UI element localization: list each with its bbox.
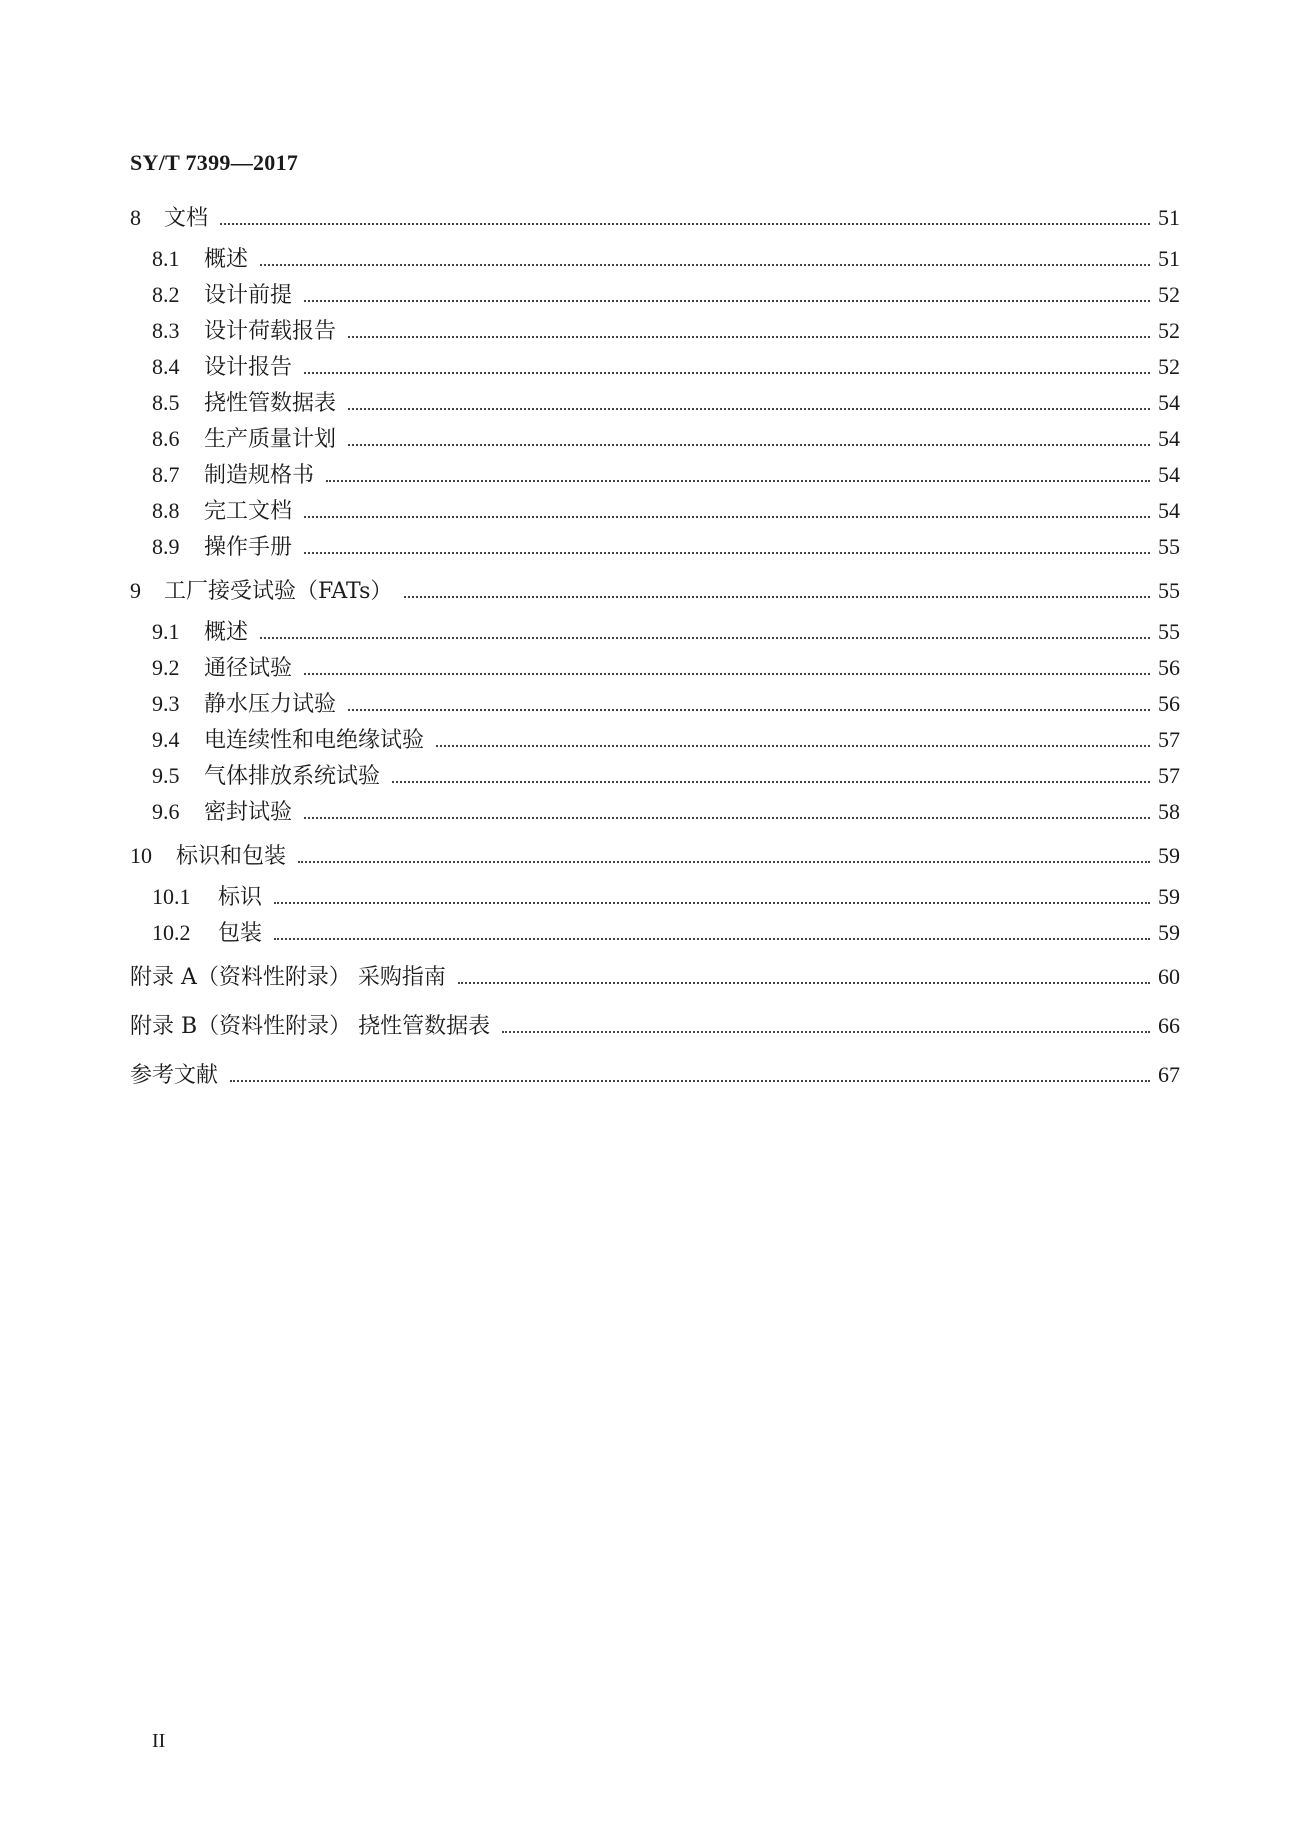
toc-entry-number: 8.3: [152, 318, 180, 343]
toc-leader-dots: [392, 780, 1150, 783]
toc-entry[interactable]: [130, 246, 1180, 282]
toc-entry-number: 8.9: [152, 534, 180, 559]
toc-entry-title: 设计荷载报告: [204, 319, 337, 344]
toc-entry-number: 9.2: [152, 655, 180, 680]
toc-entry-number: 9.4: [152, 727, 180, 752]
toc-leader-dots: [304, 515, 1150, 518]
toc-entry-number: 8.5: [152, 390, 180, 415]
toc-entry-number: 8.8: [152, 498, 180, 523]
toc-entry[interactable]: [130, 619, 1180, 655]
table-of-contents: [130, 205, 1180, 1111]
toc-entry-number: 9: [130, 578, 141, 603]
toc-entry-page: 67: [1158, 1062, 1180, 1087]
toc-entry-number: 8.4: [152, 354, 180, 379]
toc-entry-title: 标识和包装: [176, 844, 287, 869]
toc-entry-title: 操作手册: [204, 535, 293, 560]
toc-entry-title: 文档: [164, 206, 209, 231]
toc-entry-title: 参考文献: [130, 1063, 219, 1088]
toc-entry-title: 电连续性和电绝缘试验: [204, 728, 425, 753]
toc-entry-number: 9.6: [152, 799, 180, 824]
toc-entry[interactable]: [130, 318, 1180, 354]
toc-entry-number: 8.7: [152, 462, 180, 487]
toc-leader-dots: [348, 443, 1150, 446]
toc-entry-number: 8.2: [152, 282, 180, 307]
toc-entry-page: 57: [1158, 763, 1180, 788]
page-number: II: [152, 1730, 166, 1752]
toc-leader-dots: [458, 981, 1150, 984]
toc-entry-title: 工厂接受试验（FATs）: [164, 579, 393, 604]
toc-entry-page: 56: [1158, 691, 1180, 716]
toc-entry-number: 8: [130, 205, 141, 230]
toc-entry-number: 9.5: [152, 763, 180, 788]
toc-entry-title: 制造规格书: [204, 463, 315, 488]
toc-entry-page: 55: [1158, 534, 1180, 559]
toc-entry[interactable]: [130, 390, 1180, 426]
toc-entry-page: 54: [1158, 498, 1180, 523]
toc-leader-dots: [298, 860, 1150, 863]
toc-leader-dots: [274, 901, 1150, 904]
toc-entry-number: 10.1: [152, 884, 191, 909]
toc-leader-dots: [304, 551, 1150, 554]
toc-leader-dots: [348, 335, 1150, 338]
toc-entry-title: 概述: [204, 247, 249, 272]
toc-entry-title: 附录 A（资料性附录） 采购指南: [130, 965, 446, 990]
toc-entry-number: 9.1: [152, 619, 180, 644]
toc-entry-page: 55: [1158, 578, 1180, 603]
toc-entry-page: 51: [1158, 205, 1180, 230]
toc-entry-number: 9.3: [152, 691, 180, 716]
toc-entry-title: 气体排放系统试验: [204, 764, 381, 789]
toc-entry-title: 设计报告: [204, 355, 293, 380]
toc-entry-page: 56: [1158, 655, 1180, 680]
toc-entry-page: 55: [1158, 619, 1180, 644]
toc-entry-page: 52: [1158, 282, 1180, 307]
toc-entry-title: 概述: [204, 620, 249, 645]
toc-leader-dots: [260, 263, 1150, 266]
toc-entry[interactable]: [130, 498, 1180, 534]
toc-entry[interactable]: [130, 534, 1180, 578]
toc-entry-page: 54: [1158, 462, 1180, 487]
toc-entry-title: 生产质量计划: [204, 427, 337, 452]
toc-entry-page: 54: [1158, 390, 1180, 415]
toc-leader-dots: [348, 407, 1150, 410]
toc-entry-page: 57: [1158, 727, 1180, 752]
toc-leader-dots: [404, 595, 1150, 598]
toc-entry-title: 完工文档: [204, 499, 293, 524]
toc-leader-dots: [502, 1030, 1150, 1033]
toc-entry[interactable]: [130, 205, 1180, 246]
toc-entry-title: 静水压力试验: [204, 692, 337, 717]
toc-entry-page: 54: [1158, 426, 1180, 451]
toc-leader-dots: [230, 1079, 1150, 1082]
toc-entry[interactable]: [130, 884, 1180, 920]
toc-leader-dots: [436, 744, 1150, 747]
toc-entry-page: 58: [1158, 799, 1180, 824]
toc-entry[interactable]: [130, 964, 1180, 1013]
toc-entry[interactable]: [130, 426, 1180, 462]
toc-entry-title: 设计前提: [204, 283, 293, 308]
toc-entry[interactable]: [130, 655, 1180, 691]
toc-entry-title: 包装: [218, 921, 263, 946]
toc-entry-title: 附录 B（资料性附录） 挠性管数据表: [130, 1014, 491, 1039]
toc-entry-number: 8.6: [152, 426, 180, 451]
toc-entry[interactable]: [130, 1013, 1180, 1062]
toc-entry-title: 通径试验: [204, 656, 293, 681]
toc-leader-dots: [304, 299, 1150, 302]
toc-entry-number: 8.1: [152, 246, 180, 271]
toc-entry[interactable]: [130, 354, 1180, 390]
toc-entry-number: 10: [130, 843, 152, 868]
toc-entry[interactable]: [130, 843, 1180, 884]
toc-entry-page: 52: [1158, 318, 1180, 343]
toc-entry-title: 挠性管数据表: [204, 391, 337, 416]
toc-leader-dots: [348, 708, 1150, 711]
toc-leader-dots: [274, 937, 1150, 940]
toc-entry-page: 59: [1158, 884, 1180, 909]
toc-leader-dots: [304, 816, 1150, 819]
toc-entry-title: 标识: [218, 885, 263, 910]
toc-entry[interactable]: [130, 920, 1180, 964]
toc-leader-dots: [304, 672, 1150, 675]
toc-entry-page: 59: [1158, 920, 1180, 945]
toc-entry-page: 51: [1158, 246, 1180, 271]
toc-entry-number: 10.2: [152, 920, 191, 945]
toc-leader-dots: [326, 479, 1150, 482]
standard-code: SY/T 7399—2017: [130, 150, 299, 175]
toc-entry-page: 59: [1158, 843, 1180, 868]
toc-entry[interactable]: [130, 578, 1180, 619]
toc-entry[interactable]: [130, 763, 1180, 799]
toc-leader-dots: [304, 371, 1150, 374]
toc-entry-page: 52: [1158, 354, 1180, 379]
toc-entry-page: 66: [1158, 1013, 1180, 1038]
toc-entry-page: 60: [1158, 964, 1180, 989]
toc-entry[interactable]: [130, 727, 1180, 763]
toc-entry[interactable]: [130, 462, 1180, 498]
toc-leader-dots: [260, 636, 1150, 639]
toc-entry-title: 密封试验: [204, 800, 293, 825]
toc-leader-dots: [220, 222, 1150, 225]
toc-entry[interactable]: [130, 691, 1180, 727]
toc-entry[interactable]: [130, 282, 1180, 318]
toc-entry[interactable]: [130, 799, 1180, 843]
toc-entry[interactable]: [130, 1062, 1180, 1111]
